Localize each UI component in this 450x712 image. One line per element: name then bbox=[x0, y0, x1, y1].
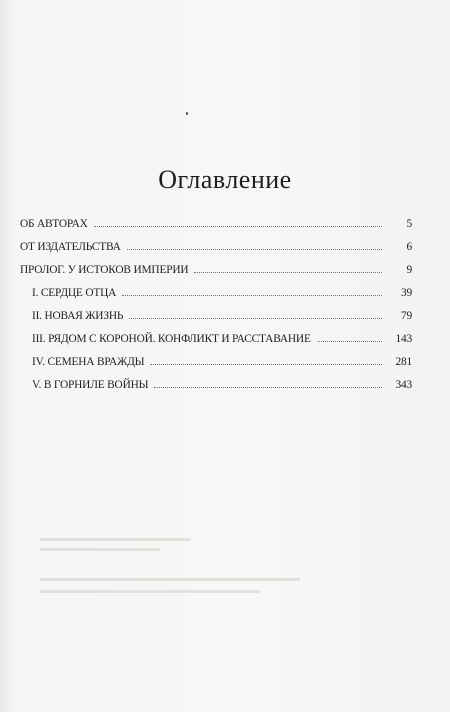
toc-dot-leader bbox=[194, 272, 382, 273]
toc-dot-leader bbox=[317, 341, 382, 342]
toc-dot-leader bbox=[94, 226, 382, 227]
toc-entry bbox=[20, 333, 412, 356]
toc-dot-leader bbox=[129, 318, 382, 319]
toc-entry-label: IV. СЕМЕНА ВРАЖДЫ bbox=[32, 356, 145, 368]
toc-entry-page: 5 bbox=[406, 218, 412, 230]
toc-entry-page: 9 bbox=[406, 264, 412, 276]
toc-entry-page: 281 bbox=[395, 356, 412, 368]
toc-entry-page: 39 bbox=[401, 287, 412, 299]
toc-dot-leader bbox=[127, 249, 382, 250]
toc-entry-label: ПРОЛОГ. У ИСТОКОВ ИМПЕРИИ bbox=[20, 264, 189, 276]
toc-entry bbox=[20, 310, 412, 333]
toc-entry bbox=[20, 218, 412, 241]
show-through-mark bbox=[40, 578, 300, 581]
toc-entry-label: II. НОВАЯ ЖИЗНЬ bbox=[32, 310, 124, 322]
toc-entry bbox=[20, 379, 412, 402]
toc-dot-leader bbox=[122, 295, 382, 296]
toc-entry-label: ОТ ИЗДАТЕЛЬСТВА bbox=[20, 241, 121, 253]
toc-entry bbox=[20, 356, 412, 379]
show-through-mark bbox=[40, 538, 190, 541]
toc-entry-label: III. РЯДОМ С КОРОНОЙ. КОНФЛИКТ И РАССТАВАНИЕ bbox=[32, 333, 311, 345]
toc-entry bbox=[20, 241, 412, 264]
page-title: Оглавление bbox=[158, 165, 292, 194]
toc-entry-page: 343 bbox=[395, 379, 412, 391]
toc-entry-label: ОБ АВТОРАХ bbox=[20, 218, 88, 230]
toc-entry-label: V. В ГОРНИЛЕ ВОЙНЫ bbox=[32, 379, 149, 391]
toc-entry-page: 79 bbox=[401, 310, 412, 322]
toc-entry-label: I. СЕРДЦЕ ОТЦА bbox=[32, 287, 117, 299]
toc-entry bbox=[20, 287, 412, 310]
toc-dot-leader bbox=[154, 387, 382, 388]
show-through-mark bbox=[40, 590, 260, 593]
toc-entry-page: 143 bbox=[395, 333, 412, 345]
show-through-mark bbox=[40, 548, 160, 551]
toc-dot-leader bbox=[150, 364, 382, 365]
toc-entry bbox=[20, 264, 412, 287]
print-speck bbox=[186, 112, 188, 115]
table-of-contents bbox=[20, 218, 412, 402]
toc-entry-page: 6 bbox=[406, 241, 412, 253]
